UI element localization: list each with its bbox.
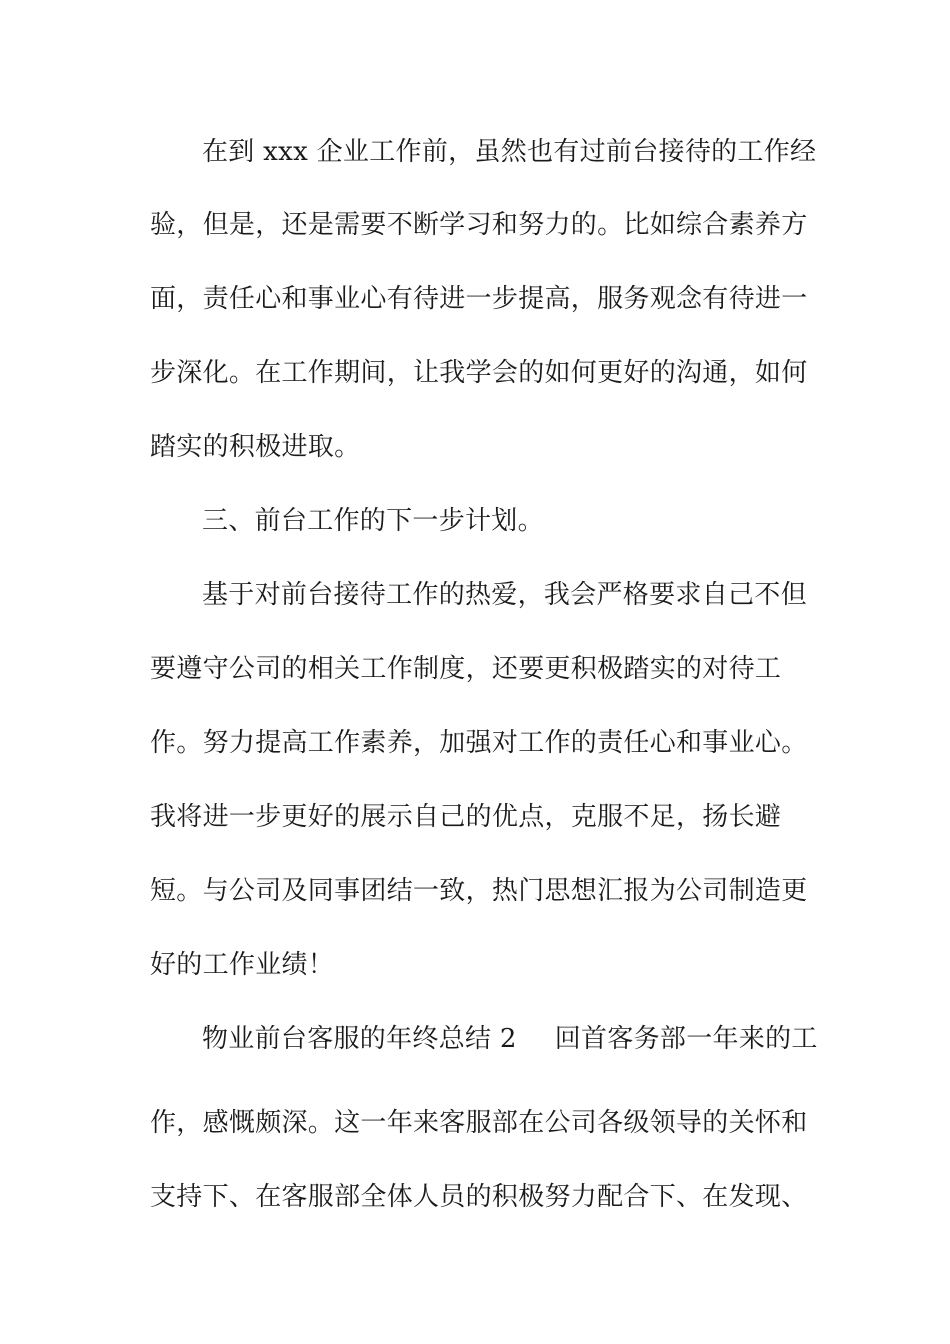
section-heading: 三、前台工作的下一步计划。 (202, 506, 544, 536)
paragraph-3-line-3: 作。努力提高工作素养，加强对工作的责任心和事业心。 (150, 728, 808, 758)
paragraph-1-line-5: 踏实的积极进取。 (150, 432, 361, 462)
paragraph-3-line-6: 好的工作业绩！ (150, 950, 335, 980)
summary-title: 物业前台客服的年终总结 2 (202, 1024, 517, 1054)
paragraph-3-line-1: 基于对前台接待工作的热爱，我会严格要求自己不但 (202, 580, 807, 610)
paragraph-1-line-1: 在到 xxx 企业工作前，虽然也有过前台接待的工作经 (202, 137, 817, 167)
paragraph-3-line-2: 要遵守公司的相关工作制度，还要更积极踏实的对待工 (150, 654, 782, 684)
summary-title-line (202, 1022, 818, 1056)
paragraph-1-line-3: 面，责任心和事业心有待进一步提高，服务观念有待进一 (150, 284, 808, 314)
paragraph-3-line-5: 短。与公司及同事团结一致，热门思想汇报为公司制造更 (150, 876, 808, 906)
paragraph-1-line-2: 验，但是，还是需要不断学习和努力的。比如综合素养方 (150, 210, 808, 240)
paragraph-4-line-2: 支持下、在客服部全体人员的积极努力配合下、在发现、 (150, 1182, 808, 1212)
summary-lead: 回首客务部一年来的工 (554, 1024, 818, 1054)
paragraph-4-line-1: 作，感慨颇深。这一年来客服部在公司各级领导的关怀和 (150, 1108, 808, 1138)
paragraph-3-line-4: 我将进一步更好的展示自己的优点，克服不足，扬长避 (150, 802, 782, 832)
paragraph-1-line-4: 步深化。在工作期间，让我学会的如何更好的沟通，如何 (150, 358, 808, 388)
